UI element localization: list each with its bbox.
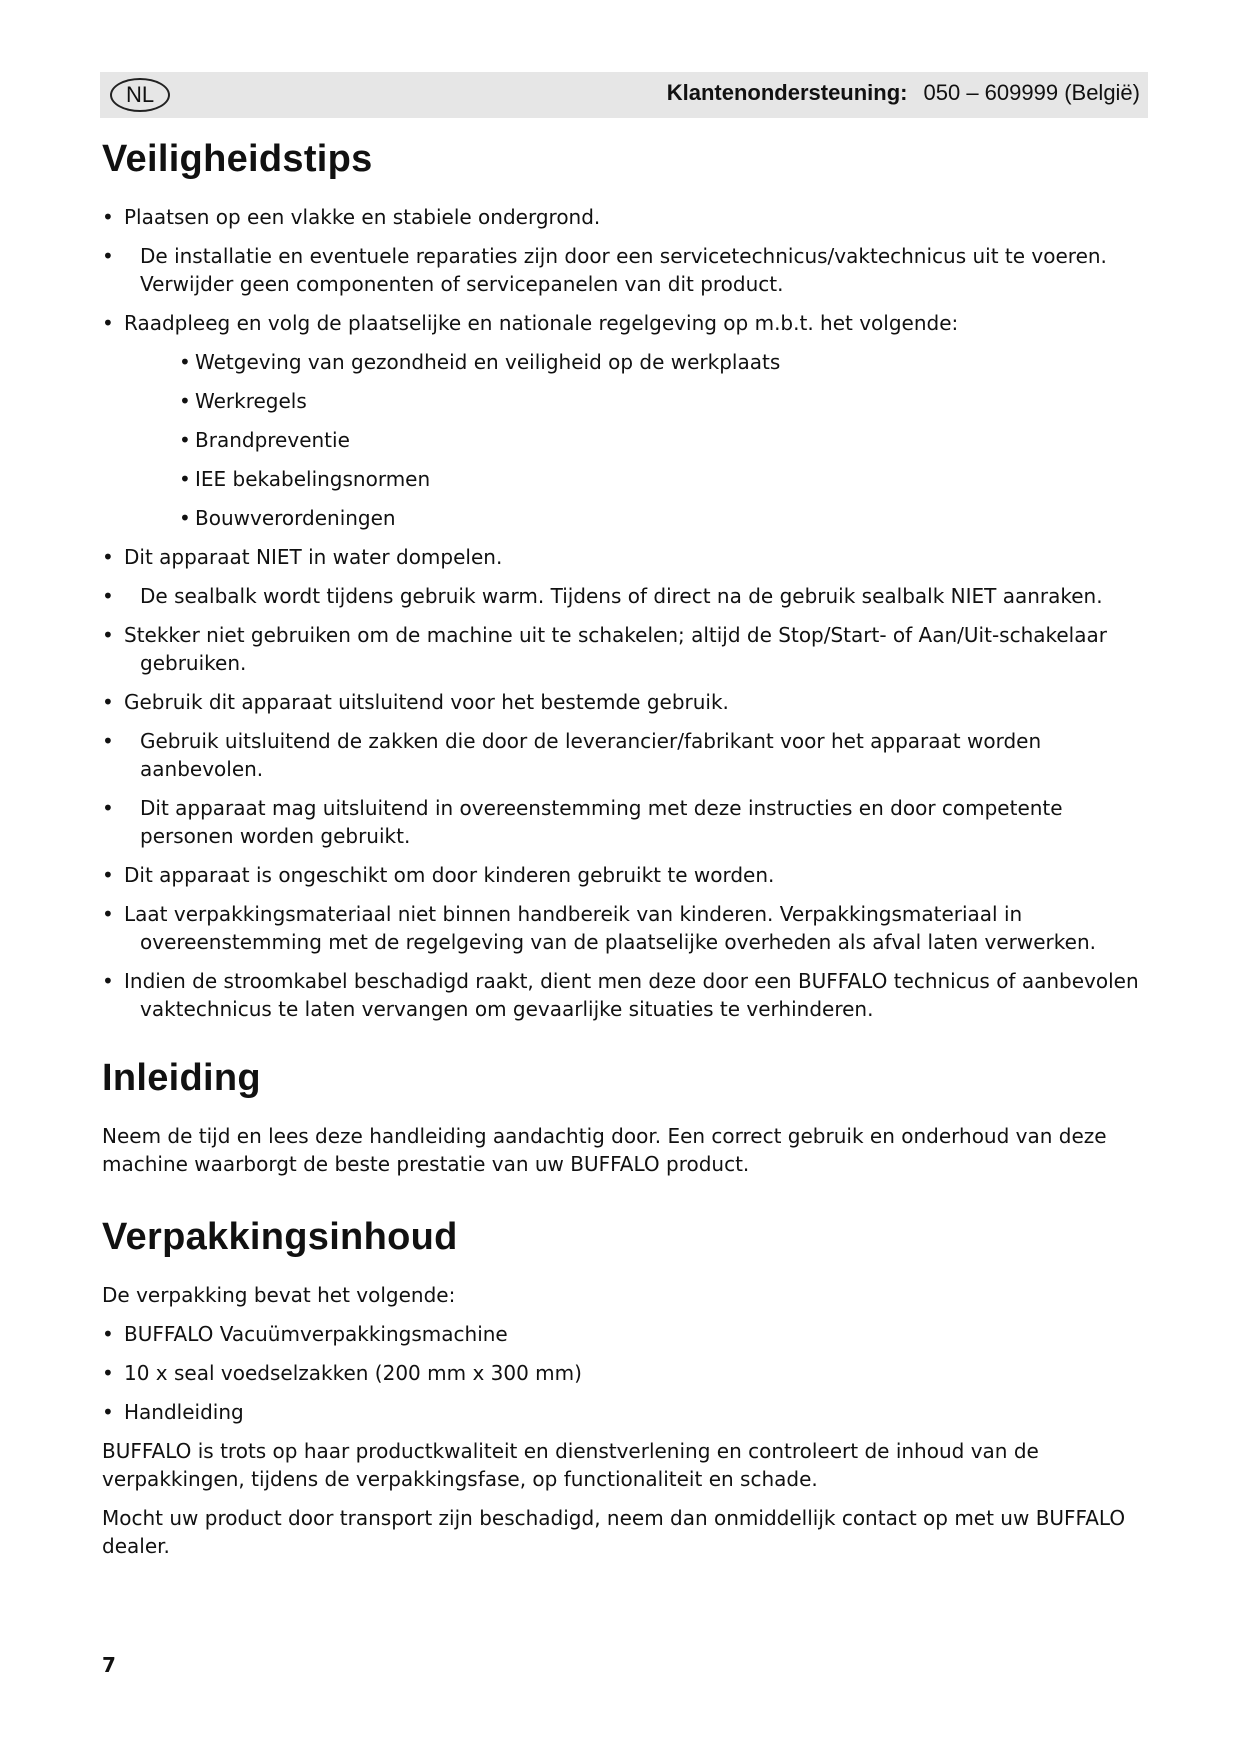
contents-paragraph-quality: BUFFALO is trots op haar productkwaliteit en dienstverlening en controleert de inhoud van de verpakkingen, tijdens de verpakkingsfase, op functionaliteit en schade. (102, 1439, 1039, 1491)
list-item (102, 900, 1152, 956)
list-item: • 10 x seal voedselzakken (200 mm x 300 mm) (102, 1359, 1152, 1387)
list-item-text: Dit apparaat is ongeschikt om door kinderen gebruikt te worden. (124, 863, 775, 887)
sub-list-item (102, 387, 1152, 415)
list-item-text: Dit apparaat mag uitsluitend in overeenstemming met deze instructies en door competente personen worden gebruikt. (140, 796, 1063, 848)
list-item (102, 967, 1152, 1023)
page-header (100, 72, 1148, 118)
page-number: 7 (102, 1653, 116, 1677)
sub-list-item (102, 348, 1152, 376)
contents-title: Verpakkingsinhoud (102, 1216, 458, 1258)
list-item-text: Bouwverordeningen (195, 506, 396, 530)
page-content (102, 138, 1152, 1571)
list-item-text: De sealbalk wordt tijdens gebruik warm. Tijdens of direct na de gebruik sealbalk NIET aanraken. (140, 584, 1103, 608)
list-item-text: Wetgeving van gezondheid en veiligheid op de werkplaats (195, 350, 781, 374)
list-item: • BUFFALO Vacuümverpakkingsmachine (102, 1320, 1152, 1348)
list-item-text: De installatie en eventuele reparaties zijn door een servicetechnicus/vaktechnicus uit te voeren. Verwijder geen componenten of servicepanelen van dit product. (140, 244, 1107, 296)
list-item (102, 203, 1152, 231)
intro-title: Inleiding (102, 1057, 261, 1099)
customer-support (667, 80, 1140, 106)
contents-lead: De verpakking bevat het volgende: (102, 1283, 456, 1307)
list-item (102, 543, 1152, 571)
intro-text: Neem de tijd en lees deze handleiding aandachtig door. Een correct gebruik en onderhoud van deze machine waarborgt de beste prestatie van uw BUFFALO product. (102, 1124, 1107, 1176)
support-phone: 050 – 609999 (België) (923, 80, 1140, 105)
list-item-continuation: gebruiken. (140, 651, 247, 675)
list-item-text: Gebruik uitsluitend de zakken die door de leverancier/fabrikant voor het apparaat worden aanbevolen. (140, 729, 1042, 781)
list-item (102, 727, 1152, 783)
list-item (102, 309, 1152, 337)
list-item-text: Gebruik dit apparaat uitsluitend voor het bestemde gebruik. (124, 690, 729, 714)
list-item-text: Raadpleeg en volg de plaatselijke en nationale regelgeving op m.b.t. het volgende: (124, 311, 959, 335)
list-item: • Handleiding (102, 1398, 1152, 1426)
list-item-text: Laat verpakkingsmateriaal niet binnen handbereik van kinderen. Verpakkingsmateriaal in (124, 902, 1023, 926)
language-badge: NL (110, 78, 170, 112)
support-label: Klantenondersteuning: (666, 80, 908, 105)
contents-list (102, 1320, 1152, 1426)
list-item-text: Stekker niet gebruiken om de machine uit te schakelen; altijd de Stop/Start- of Aan/Uit-schakelaar (124, 623, 1107, 647)
list-item-text: Indien de stroomkabel beschadigd raakt, dient men deze door een BUFFALO technicus of aanbevolen (124, 969, 1139, 993)
list-item (102, 242, 1152, 298)
list-item-text: Dit apparaat NIET in water dompelen. (124, 545, 503, 569)
safety-title: Veiligheidstips (102, 138, 373, 180)
list-item (102, 794, 1152, 850)
list-item-continuation: overeenstemming met de regelgeving van de plaatselijke overheden als afval laten verwerken. (140, 930, 1096, 954)
sub-list-item (102, 426, 1152, 454)
list-item-text: IEE bekabelingsnormen (195, 467, 431, 491)
sub-list-item (102, 465, 1152, 493)
list-item-text: Plaatsen op een vlakke en stabiele ondergrond. (124, 205, 601, 229)
list-item-text: Werkregels (195, 389, 307, 413)
list-item-text: Brandpreventie (195, 428, 350, 452)
contents-paragraph-damage: Mocht uw product door transport zijn beschadigd, neem dan onmiddellijk contact op met uw BUFFALO dealer. (102, 1506, 1126, 1558)
list-item (102, 861, 1152, 889)
safety-list (102, 203, 1152, 1023)
list-item-continuation: vaktechnicus te laten vervangen om gevaarlijke situaties te verhinderen. (140, 997, 874, 1021)
sub-list-item (102, 504, 1152, 532)
list-item (102, 688, 1152, 716)
list-item (102, 621, 1152, 677)
list-item (102, 582, 1152, 610)
